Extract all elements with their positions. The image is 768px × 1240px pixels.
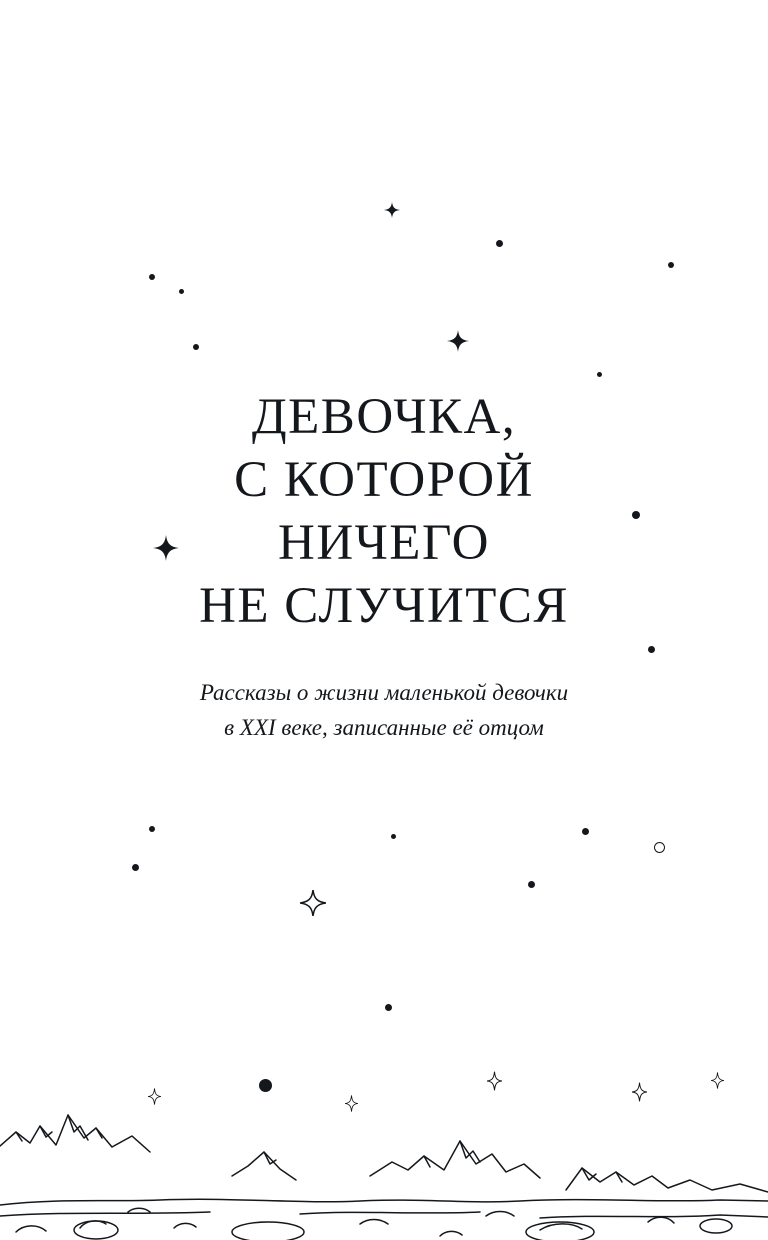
star-dot xyxy=(668,262,674,268)
star-dot xyxy=(582,828,589,835)
star-dot xyxy=(648,646,655,653)
star-dot xyxy=(149,826,155,832)
title-line-2: С КОТОРОЙ xyxy=(234,452,534,508)
star-dot xyxy=(597,372,602,377)
star-dot xyxy=(528,881,535,888)
title-line-4: НЕ СЛУЧИТСЯ xyxy=(199,578,569,634)
sparkle-icon xyxy=(300,890,326,921)
star-ring xyxy=(654,842,665,853)
subtitle-line-1: Рассказы о жизни маленькой девочки xyxy=(199,680,569,705)
landscape-illustration xyxy=(0,1040,768,1240)
sparkle-icon xyxy=(447,330,469,357)
star-dot xyxy=(149,274,155,280)
star-dot xyxy=(193,344,199,350)
star-dot xyxy=(391,834,396,839)
star-dot xyxy=(132,864,139,871)
title-line-1: ДЕВОЧКА, xyxy=(251,389,517,445)
book-title xyxy=(0,389,768,634)
sparkle-icon xyxy=(384,202,400,223)
star-dot xyxy=(496,240,503,247)
book-subtitle xyxy=(0,676,768,745)
star-dot xyxy=(179,289,184,294)
subtitle-line-2: в XXI веке, записанные её отцом xyxy=(224,714,544,740)
title-line-3: НИЧЕГО xyxy=(277,515,490,571)
star-dot xyxy=(385,1004,392,1011)
